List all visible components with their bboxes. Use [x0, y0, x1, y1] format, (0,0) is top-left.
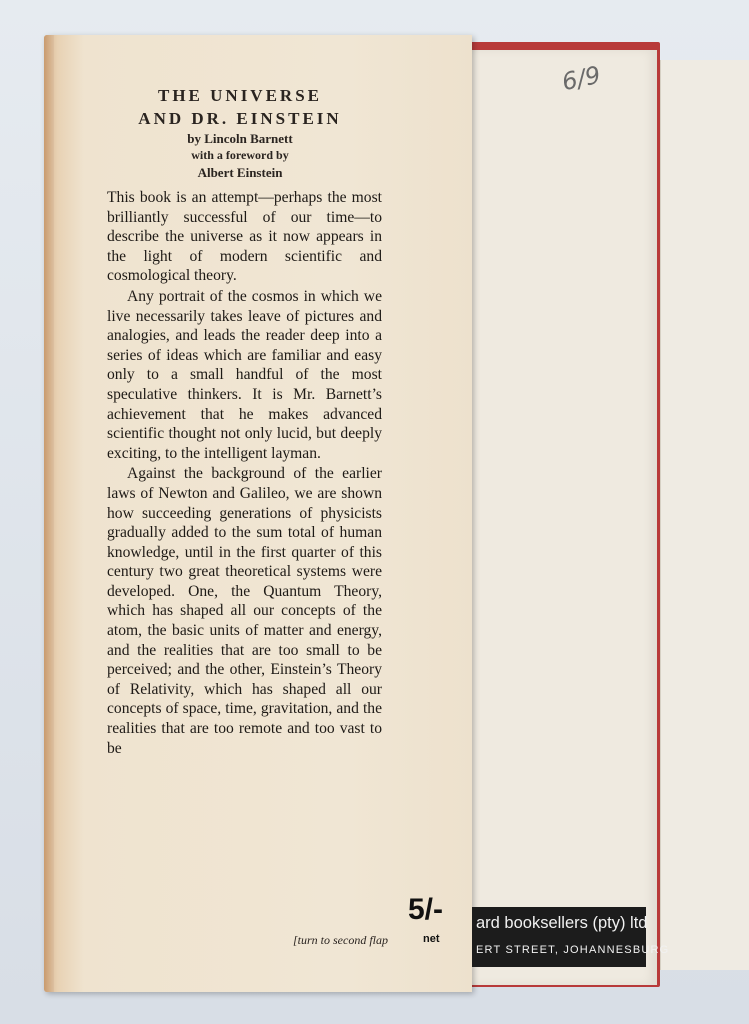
dust-jacket-back — [660, 60, 749, 970]
title-line-1: THE UNIVERSE — [157, 86, 322, 105]
title-line-2: AND DR. EINSTEIN — [138, 109, 342, 128]
bookseller-label — [472, 907, 670, 967]
pencil-note: 6/9 — [559, 60, 604, 97]
blurb-paragraph-1: This book is an attempt—perhaps the most brilliantly successful of our time—to describe the universe as it now appears in the light of modern scientific and cosmological theory. — [107, 189, 382, 285]
blurb-paragraph-2: Any portrait of the cosmos in which we live necessarily takes leave of pictures and analogies, and leads the reader deep into a series of ideas which are familiar and easy only to a small handful of the most speculative thinkers. It is Mr. Barnett’s achievement that he makes advanced scientific thought not only lucid, but deeply exciting, to the intelligent layman. — [107, 287, 382, 462]
book-title — [100, 84, 380, 130]
bookseller-address: ERT STREET, JOHANNESBURG — [476, 944, 670, 956]
blurb-text — [107, 188, 382, 758]
author: by Lincoln Barnett — [187, 131, 293, 146]
price-net-label: net — [423, 933, 440, 945]
foreword-author: Albert Einstein — [197, 165, 283, 180]
price: 5/- — [408, 893, 444, 926]
byline — [100, 130, 380, 181]
foreword-label: with a foreword by — [191, 148, 289, 162]
endpaper — [462, 50, 657, 985]
blurb-paragraph-3: Against the background of the earlier laws of Newton and Galileo, we are shown how succeeding generations of physicists gradually added to the sum total of human knowledge, until in the first quarter of this century two great theoretical systems were developed. One, the Quantum Theory, which has shaped all our concepts of the atom, the basic units of matter and energy, and the realities that are too small to be perceived; and the other, Einstein’s Theory of Relativity, which has shaped all our concepts of space, time, gravitation, and the realities that are too remote and too vast to be — [107, 465, 382, 757]
flap-fold-edge — [44, 35, 54, 992]
continuation-note: [turn to second flap — [293, 933, 388, 947]
bookseller-name: ard booksellers (pty) ltd — [476, 914, 648, 932]
